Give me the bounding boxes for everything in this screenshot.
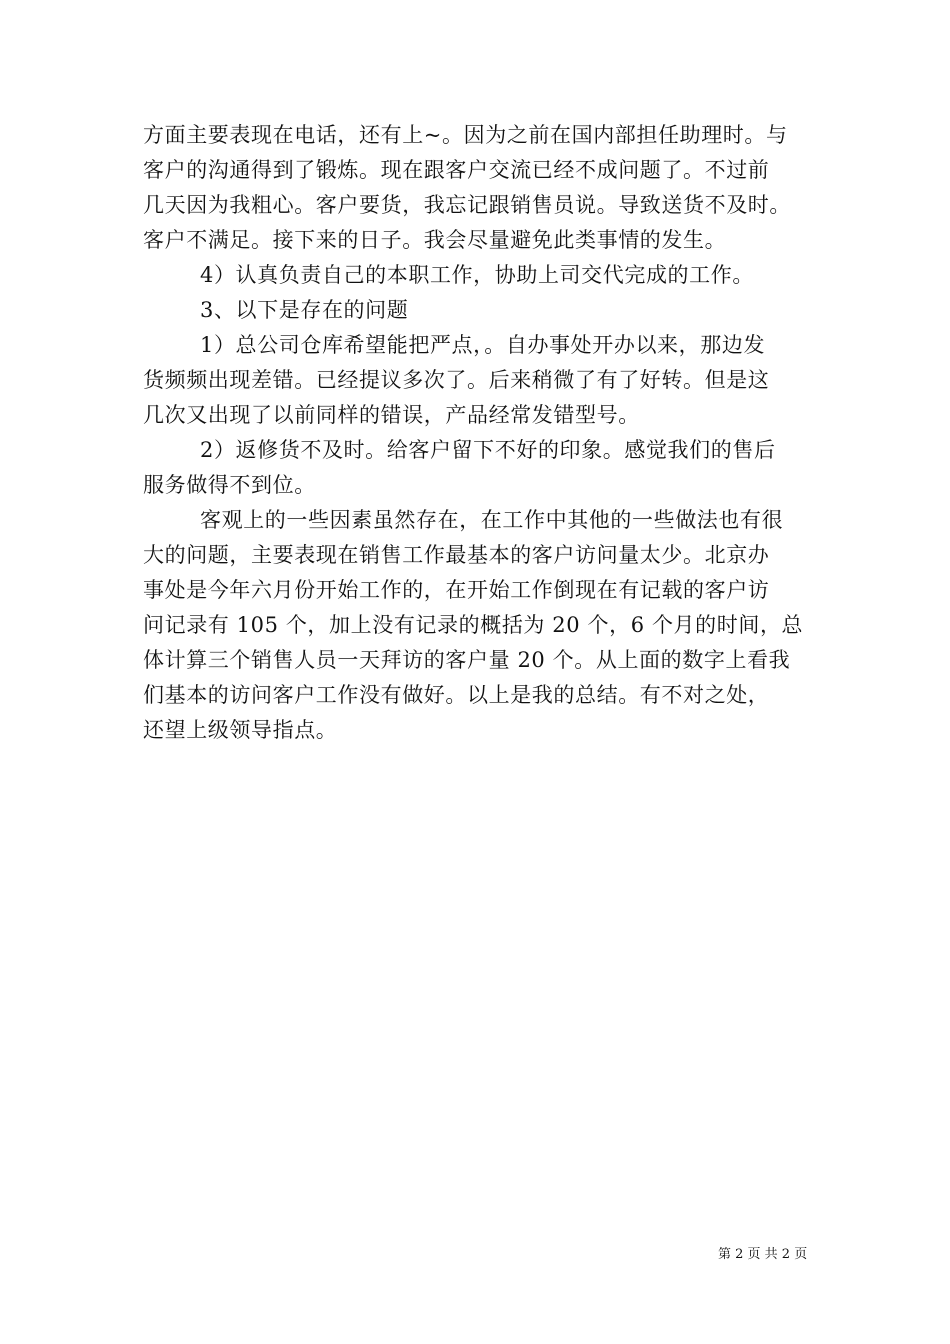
- paragraph-start: 客观上的一些因素虽然存在，在工作中其他的一些做法也有很: [200, 508, 784, 532]
- list-item-2: 2）返修货不及时。给客户留下不好的印象。感觉我们的售后: [200, 438, 776, 462]
- text-line: 还望上级领导指点。: [143, 718, 338, 742]
- text-line: 货频频出现差错。已经提议多次了。后来稍微了有了好转。但是这: [143, 368, 770, 392]
- text-line: 客户不满足。接下来的日子。我会尽量避免此类事情的发生。: [143, 228, 727, 252]
- text-line: 客户的沟通得到了锻炼。现在跟客户交流已经不成问题了。不过前: [143, 158, 770, 182]
- text-line: 大的问题，主要表现在销售工作最基本的客户访问量太少。北京办: [143, 543, 770, 567]
- text-line: 事处是今年六月份开始工作的，在开始工作倒现在有记载的客户访: [143, 578, 770, 602]
- document-body: [143, 118, 813, 748]
- text-line: 们基本的访问客户工作没有做好。以上是我的总结。有不对之处，: [143, 683, 770, 707]
- page-number-footer: 第 2 页 共 2 页: [718, 1247, 808, 1262]
- text-line: 问记录有 105 个，加上没有记录的概括为 20 个，6 个月的时间，总: [143, 613, 804, 637]
- text-line: 几次又出现了以前同样的错误，产品经常发错型号。: [143, 403, 640, 427]
- text-line: 服务做得不到位。: [143, 473, 316, 497]
- text-line: 体计算三个销售人员一天拜访的客户量 20 个。从上面的数字上看我: [143, 648, 791, 672]
- text-line: 几天因为我粗心。客户要货，我忘记跟销售员说。导致送货不及时。: [143, 193, 791, 217]
- list-item-4: 4）认真负责自己的本职工作，协助上司交代完成的工作。: [200, 263, 754, 287]
- text-line: 方面主要表现在电话，还有上~。因为之前在国内部担任助理时。与: [143, 123, 788, 147]
- list-item-1: 1）总公司仓库希望能把严点，。自办事处开办以来，那边发: [200, 333, 766, 357]
- section-heading-3: 3、以下是存在的问题: [200, 298, 409, 322]
